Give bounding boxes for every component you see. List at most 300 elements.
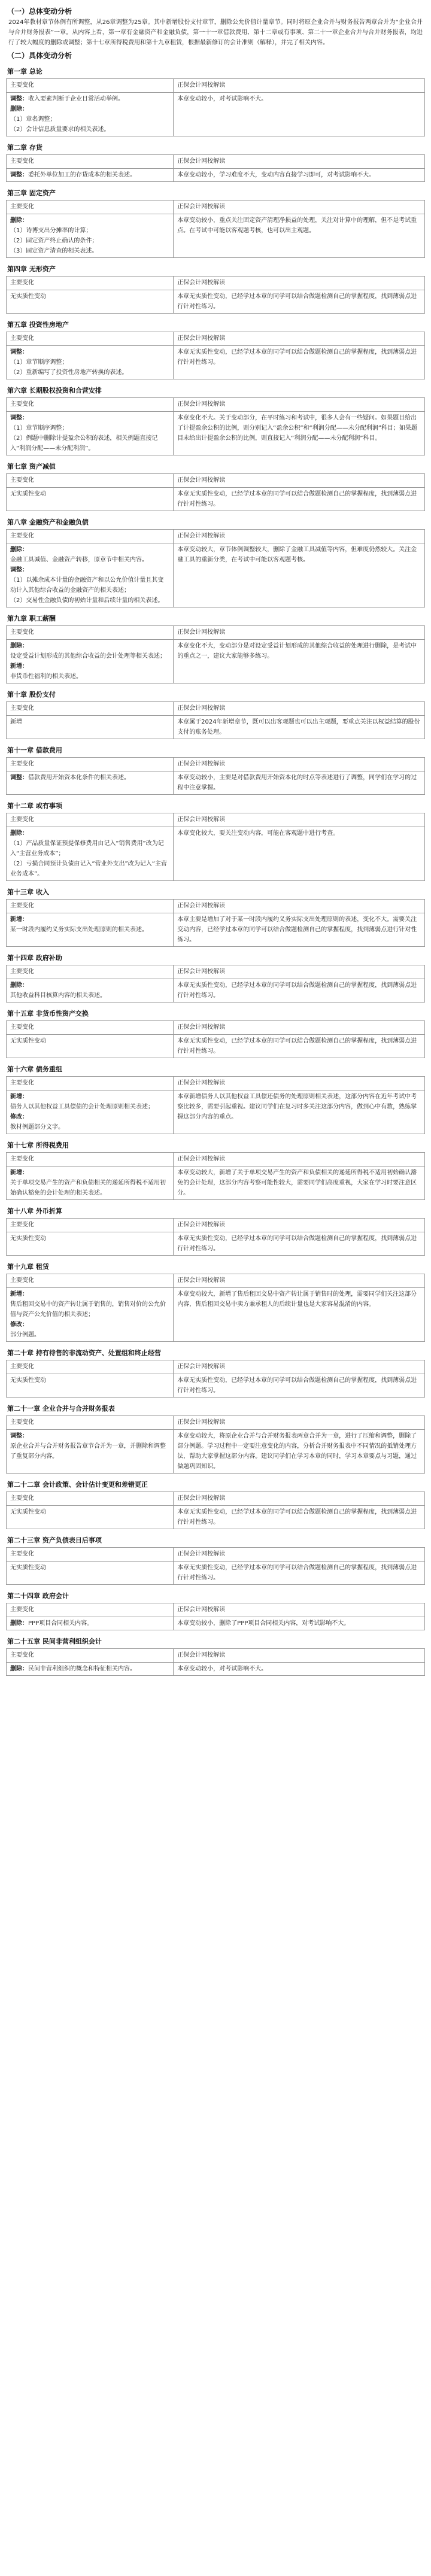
table-header-row [7,758,425,771]
table-row [7,979,425,1003]
header-left: 主要变化 [7,332,174,346]
header-left: 主要变化 [7,813,174,827]
change-label: （3）固定资产清查的相关表述。 [10,248,98,254]
table-row [7,827,425,881]
change-cell [7,93,174,136]
header-right: 正保会计网校解读 [174,1077,425,1090]
table-row [7,1035,425,1058]
table-row [7,1506,425,1529]
change-line [10,1168,169,1178]
table-header-row [7,1416,425,1430]
chapter-table [6,1491,425,1529]
change-cell [7,1430,174,1474]
chapter-title: 第五章 投资性房地产 [7,321,69,329]
table-row [7,346,425,379]
change-line [10,925,169,935]
header-left: 主要变化 [7,277,174,290]
change-label: 删除： [10,643,28,649]
table-row [7,640,425,684]
table-header-row [7,332,425,346]
analysis-cell: 本章无实质性变动，已经学过本章的同学可以结合做题检测自己的掌握程度，找到薄弱点进行针对性练习。 [174,1506,425,1529]
chapter-title: 第十二章 或有事项 [7,802,62,810]
change-line [10,1330,169,1340]
chapter-table [6,1020,425,1058]
change-label: 调整： [10,172,28,178]
chapter-list [6,66,425,1676]
change-line [10,1507,169,1517]
table-row [7,716,425,739]
analysis-cell: 本章变化较大，要关注变动内容，可能在客观题中进行考查。 [174,827,425,881]
table-row [7,1430,425,1474]
header-left: 主要变化 [7,530,174,543]
header-left: 主要变化 [7,398,174,412]
change-label: （2）亏损合同预计负债由记入“营业外支出”改为记入“主营业务成本”。 [10,861,167,877]
header-left: 主要变化 [7,758,174,771]
analysis-cell: 本章变动较大，新增了售后租回交易中资产转让属于销售时的处理，需要同学们关注这部分内容，售后租回交易中卖方兼承租人的后续计量也是大家容易混淆的内容。 [174,1288,425,1342]
header-left: 主要变化 [7,201,174,214]
chapter-table [6,1603,425,1630]
table-header-row [7,813,425,827]
change-line [10,1299,169,1320]
change-label: 关于单项交易产生的资产和负债相关的递延所得税不适用初始确认豁免的会计处理的相关表述。 [10,1180,166,1196]
table-row [7,1663,425,1676]
header-left: 主要变化 [7,1077,174,1090]
change-line [10,1112,169,1122]
change-line [10,1563,169,1573]
table-header-row [7,965,425,979]
chapter-title: 第十章 股份支付 [7,691,56,698]
change-line [10,672,169,682]
change-line [10,357,169,367]
header-right: 正保会计网校解读 [174,965,425,979]
chapter-table [6,1648,425,1676]
change-line [10,124,169,135]
change-label: （1）章名调整； [10,116,56,123]
change-cell [7,1167,174,1200]
analysis-cell: 本章变动较小，重点关注固定资产清理净损益的处理，关注对计算中的理解，但不是考试重点。在考试中可能以客观题考核，也可以出主观题。 [174,214,425,258]
analysis-cell: 本章无实质性变动，已经学过本章的同学可以结合做题检测自己的掌握程度，找到薄弱点进行针对性练习。 [174,979,425,1003]
change-label: 删除： [10,106,28,113]
change-label: 原企业合并与合并财务报告章节合并为一章，并删除和调整了重复部分内容。 [10,1443,166,1460]
change-label: 设定受益计划形成的其他综合收益的会计处理等相关表述； [10,653,166,660]
change-line [10,980,169,991]
header-left: 主要变化 [7,1492,174,1506]
chapter-table [6,397,425,455]
header-right: 正保会计网校解读 [174,474,425,488]
change-text: 民间非营利组织的概念和特征相关内容。 [28,1666,136,1672]
change-label: （2）固定资产终止确认的条件； [10,238,98,244]
chapter-table [6,1076,425,1134]
header-left: 主要变化 [7,1416,174,1430]
change-label: （2）例题中删除计提盈余公积的表述，相关例题直接记入“利润分配——未分配利润”。 [10,435,158,452]
table-header-row [7,900,425,913]
change-line [10,1036,169,1046]
table-header-row [7,1219,425,1232]
table-row [7,169,425,182]
table-header-row [7,530,425,543]
change-cell [7,290,174,314]
change-cell [7,1562,174,1585]
change-line [10,1122,169,1132]
analysis-cell: 本章主要是增加了对于某一时段内履约义务实际支出处理原则的表述，变化不大。需要关注变动内容，已经学过本章的同学可以结合做题检测自己的掌握程度，找到薄弱点进行针对性练习。 [174,913,425,947]
analysis-cell: 本章变动较小，对考试影响不大。 [174,1663,425,1676]
change-text: 收入要素判断于企业日常活动举例。 [28,96,124,102]
header-right: 正保会计网校解读 [174,201,425,214]
analysis-cell: 本章变化不大，变动部分是对设定受益计划形成的其他综合收益的处理进行删除，是考试中的重点之一，建议大家能够多练习。 [174,640,425,684]
table-header-row [7,1021,425,1035]
change-line [10,859,169,879]
table-header-row [7,1492,425,1506]
chapter-title: 第十六章 债务重组 [7,1065,62,1073]
change-label: 无实质性变动 [10,1565,46,1571]
change-label: 修改： [10,1114,28,1120]
change-line [10,104,169,114]
change-cell [7,1374,174,1398]
chapter-table [6,813,425,881]
header-right: 正保会计网校解读 [174,1649,425,1663]
change-cell [7,771,174,795]
change-cell [7,913,174,947]
change-line [10,246,169,256]
change-label: （2）重新编写了投资性房地产转换的表述。 [10,369,128,376]
header-left: 主要变化 [7,900,174,913]
analysis-cell: 本章变动较大，章节体例调整较大，删除了金融工具减值等内容，但难度仍然较大。关注金融工具的重新分类，在考试中可能以客观题考核。 [174,543,425,607]
change-label: 调整： [10,774,28,781]
change-text: 委托外单位加工的存货成本的相关表述。 [28,172,136,178]
header-right: 正保会计网校解读 [174,626,425,640]
detail-heading: （二）具体变动分析 [7,51,72,60]
change-label: 某一时段内履约义务实际支出处理原则的相关表述。 [10,926,148,933]
chapter-title: 第二章 存货 [7,144,43,151]
change-label: 新增： [10,663,28,670]
document-page [6,0,425,1676]
table-row [7,214,425,258]
change-label: （2）交易性金融负债的初始计量和后续计量的相关表述。 [10,597,164,604]
table-header-row [7,626,425,640]
chapter-title: 第十一章 借款费用 [7,746,62,754]
change-label: 债务人以其他权益工具偿债的会计处理原则相关表述； [10,1104,154,1110]
header-left: 主要变化 [7,474,174,488]
change-line [10,433,169,454]
chapter-title: 第一章 总论 [7,68,43,75]
change-cell [7,214,174,258]
header-left: 主要变化 [7,702,174,716]
header-left: 主要变化 [7,1274,174,1288]
analysis-cell: 本章变动较小，对考试影响不大。 [174,93,425,136]
change-line [10,565,169,575]
change-label: 新增： [10,1093,28,1100]
chapter-table [6,1415,425,1474]
header-left: 主要变化 [7,1548,174,1562]
change-line [10,828,169,839]
chapter-table [6,154,425,182]
change-line [10,367,169,378]
chapter-table [6,1218,425,1256]
change-label: 调整： [10,415,28,421]
change-line [10,215,169,226]
change-line [10,596,169,606]
header-right: 正保会计网校解读 [174,900,425,913]
table-row [7,1617,425,1630]
change-line [10,1289,169,1299]
table-row [7,1167,425,1200]
table-header-row [7,1548,425,1562]
change-label: 调整： [10,96,28,102]
change-line [10,1375,169,1386]
table-header-row [7,702,425,716]
table-row [7,543,425,607]
header-left: 主要变化 [7,1649,174,1663]
change-label: 删除： [10,1620,28,1627]
header-right: 正保会计网校解读 [174,813,425,827]
change-label: 售后租回交易中的资产转让属于销售的，销售对价的公允价值与资产公允价值的相关表述； [10,1301,166,1318]
change-line [10,915,169,925]
change-label: 删除： [10,982,28,989]
header-right: 正保会计网校解读 [174,1360,425,1374]
table-header-row [7,1360,425,1374]
table-row [7,1288,425,1342]
change-line [10,423,169,433]
change-line [10,1664,169,1674]
header-left: 主要变化 [7,1153,174,1167]
table-row [7,93,425,136]
header-right: 正保会计网校解读 [174,155,425,169]
change-line [10,1234,169,1244]
change-cell [7,716,174,739]
change-label: 修改： [10,1322,28,1328]
change-line [10,1092,169,1102]
table-row [7,290,425,314]
change-cell [7,1288,174,1342]
change-label: 删除： [10,1666,28,1672]
header-left: 主要变化 [7,1021,174,1035]
chapter-title: 第二十五章 民间非营利组织会计 [7,1638,102,1645]
header-right: 正保会计网校解读 [174,1492,425,1506]
change-label: 无实质性变动 [10,491,46,497]
table-row [7,771,425,795]
change-label: 教材例题部分文字。 [10,1124,64,1131]
header-right: 正保会计网校解读 [174,758,425,771]
change-line [10,651,169,661]
header-right: 正保会计网校解读 [174,1219,425,1232]
chapter-table [6,965,425,1003]
chapter-title: 第二十三章 资产负债表日后事项 [7,1536,102,1544]
table-header-row [7,1153,425,1167]
chapter-title: 第十三章 收入 [7,888,49,896]
change-cell [7,543,174,607]
change-text: 借款费用开始资本化条件的相关表述。 [28,774,130,781]
change-line [10,1102,169,1112]
change-label: 其他收益科目核算内容的相关表述。 [10,992,106,999]
analysis-cell: 本章属于2024年新增章节，既可以出客观题也可以出主观题，要重点关注以权益结算的股份支付的账务处理。 [174,716,425,739]
table-row [7,1232,425,1256]
change-label: 删除： [10,830,28,837]
overview-heading: （一）总体变动分析 [7,7,72,16]
change-line [10,1431,169,1441]
chapter-table [6,78,425,136]
table-header-row [7,277,425,290]
table-header-row [7,1274,425,1288]
header-right: 正保会计网校解读 [174,1548,425,1562]
change-label: （1）诗博支出分摊率的计算； [10,227,92,234]
change-cell [7,169,174,182]
table-header-row [7,1603,425,1617]
chapter-table [6,332,425,379]
chapter-table [6,200,425,258]
table-header-row [7,1077,425,1090]
analysis-cell: 本章变动较大，新增了关于单项交易产生的资产和负债相关的递延所得税不适用初始确认豁免的会计处理，这部分内容考察可能性较大，需要同学们高度重视，大家在学习时要注意区分。 [174,1167,425,1200]
change-cell [7,640,174,684]
chapter-table [6,1274,425,1342]
table-row [7,488,425,511]
chapter-table [6,757,425,795]
change-line [10,991,169,1001]
change-cell [7,488,174,511]
chapter-title: 第三章 固定资产 [7,189,56,197]
change-line [10,839,169,859]
change-label: 金融工具减值、金融资产转移，原章节中相关内容。 [10,557,148,563]
chapter-title: 第九章 职工薪酬 [7,615,56,622]
header-right: 正保会计网校解读 [174,530,425,543]
header-left: 主要变化 [7,155,174,169]
table-header-row [7,155,425,169]
chapter-title: 第七章 资产减值 [7,463,56,470]
table-header-row [7,398,425,412]
chapter-title: 第十四章 政府补助 [7,954,62,962]
change-label: 无实质性变动 [10,1509,46,1515]
analysis-cell: 本章变动较小，删除了PPP项目合同相关内容，对考试影响不大。 [174,1617,425,1630]
change-line [10,489,169,499]
header-left: 主要变化 [7,965,174,979]
table-row [7,1562,425,1585]
chapter-title: 第十七章 所得税费用 [7,1141,69,1149]
analysis-cell: 本章变动较小，学习难度不大，变动内容直接学习即可，对考试影响不大。 [174,169,425,182]
change-line [10,575,169,596]
change-line [10,170,169,180]
table-row [7,1090,425,1134]
change-label: 无实质性变动 [10,1235,46,1242]
analysis-cell: 本章变动较小，主要是对借款费用开始资本化的时点等表述进行了调整，同学们在学习的过程中注意掌握。 [174,771,425,795]
chapter-table [6,899,425,947]
change-line [10,114,169,124]
change-cell [7,1090,174,1134]
chapter-title: 第六章 长期股权投资和合营安排 [7,387,102,394]
table-header-row [7,1649,425,1663]
table-row [7,1374,425,1398]
change-label: 无实质性变动 [10,1377,46,1384]
chapter-title: 第十九章 租赁 [7,1263,49,1271]
change-label: 调整： [10,1433,28,1439]
change-line [10,226,169,236]
analysis-cell: 本章变化不大。关于变动部分，在平时练习和考试中，很多人会有一些疑问。如果题目给出了计提盈余公积的比例，则分别记入“盈余公积”和“利润分配——未分配利润”科目；如果题目未给出计提盈余公积的比例，则直接记入“利润分配——未分配利润”科目。 [174,412,425,455]
change-label: （1）产品质量保证预提保修费用由记入“销售费用”改为记入“主营业务成本”； [10,840,164,857]
chapter-title: 第十五章 非货币性资产交换 [7,1010,89,1017]
change-line [10,291,169,302]
change-cell [7,827,174,881]
analysis-cell: 本章无实质性变动，已经学过本章的同学可以结合做题检测自己的掌握程度，找到薄弱点进行针对性练习。 [174,1232,425,1256]
chapter-table [6,625,425,684]
change-line [10,413,169,423]
change-label: （1）章节顺序调整； [10,359,68,366]
analysis-cell: 本章无实质性变动，已经学过本章的同学可以结合做题检测自己的掌握程度，找到薄弱点进行针对性练习。 [174,1035,425,1058]
chapter-table [6,701,425,739]
chapter-table [6,1360,425,1398]
analysis-cell: 本章无实质性变动，已经学过本章的同学可以结合做题检测自己的掌握程度，找到薄弱点进行针对性练习。 [174,1374,425,1398]
header-right: 正保会计网校解读 [174,702,425,716]
analysis-cell: 本章无实质性变动，已经学过本章的同学可以结合做题检测自己的掌握程度，找到薄弱点进行针对性练习。 [174,346,425,379]
header-left: 主要变化 [7,79,174,93]
header-left: 主要变化 [7,626,174,640]
change-cell [7,412,174,455]
table-header-row [7,474,425,488]
change-label: 非货币性福利的相关表述。 [10,673,82,680]
chapter-table [6,1547,425,1585]
header-right: 正保会计网校解读 [174,277,425,290]
change-cell [7,346,174,379]
change-label: 调整： [10,349,28,356]
change-cell [7,1035,174,1058]
change-line [10,1441,169,1462]
chapter-title: 第四章 无形资产 [7,265,56,273]
header-right: 正保会计网校解读 [174,1274,425,1288]
analysis-cell: 本章变动较大，将原企业合并与合并财务报表两章合并为一章，进行了压缩和调整，删除了部分例题。学习过程中一定要注意变化的内容，分析合并财务报表中不同情况的抵销处理方法，帮助大家掌握这部分内容。建议同学们在学习本章的同时，学习本章要点与习题，通过做题巩固知识。 [174,1430,425,1474]
change-cell [7,979,174,1003]
chapter-table [6,1152,425,1200]
change-line [10,717,169,727]
change-line [10,641,169,651]
change-label: 新增： [10,916,28,923]
change-line [10,1618,169,1629]
chapter-title: 第二十二章 会计政策、会计估计变更和差错更正 [7,1481,148,1489]
change-label: （1）以摊余成本计量的金融资产和以公允价值计量且其变动计入其他综合收益的金融资产的相关表述； [10,577,164,594]
header-left: 主要变化 [7,1360,174,1374]
change-cell [7,1232,174,1256]
change-line [10,94,169,104]
change-line [10,545,169,555]
chapter-table [6,276,425,314]
change-label: （1）章节顺序调整； [10,425,68,432]
header-right: 正保会计网校解读 [174,1153,425,1167]
table-header-row [7,201,425,214]
change-line [10,1178,169,1198]
chapter-title: 第二十章 持有待售的非流动资产、处置组和终止经营 [7,1349,161,1357]
change-line [10,555,169,565]
change-cell [7,1663,174,1676]
change-label: 无实质性变动 [10,293,46,300]
table-header-row [7,79,425,93]
table-row [7,913,425,947]
header-right: 正保会计网校解读 [174,1416,425,1430]
change-label: 新增： [10,1169,28,1176]
change-label: 调整： [10,567,28,573]
change-cell [7,1506,174,1529]
change-label: 新增： [10,1291,28,1298]
change-label: 新增 [10,719,22,725]
chapter-title: 第二十四章 政府会计 [7,1592,69,1600]
chapter-title: 第二十一章 企业合并与合并财务报表 [7,1405,115,1412]
chapter-table [6,473,425,511]
change-label: 无实质性变动 [10,1038,46,1044]
change-line [10,347,169,357]
change-line [10,1320,169,1330]
change-line [10,661,169,672]
header-right: 正保会计网校解读 [174,79,425,93]
change-label: 删除： [10,546,28,553]
analysis-cell: 本章新增债务人以其他权益工具偿还债务的处理原则相关表述，这部分内容在近年考试中考察比较多，需要引起重视。建议同学们在复习时多关注这部分内容，做到心中有数，熟练掌握这部分内容的重点。 [174,1090,425,1134]
change-text: PPP项目合同相关内容。 [28,1620,93,1627]
header-left: 主要变化 [7,1603,174,1617]
analysis-cell: 本章无实质性变动，已经学过本章的同学可以结合做题检测自己的掌握程度，找到薄弱点进行针对性练习。 [174,290,425,314]
